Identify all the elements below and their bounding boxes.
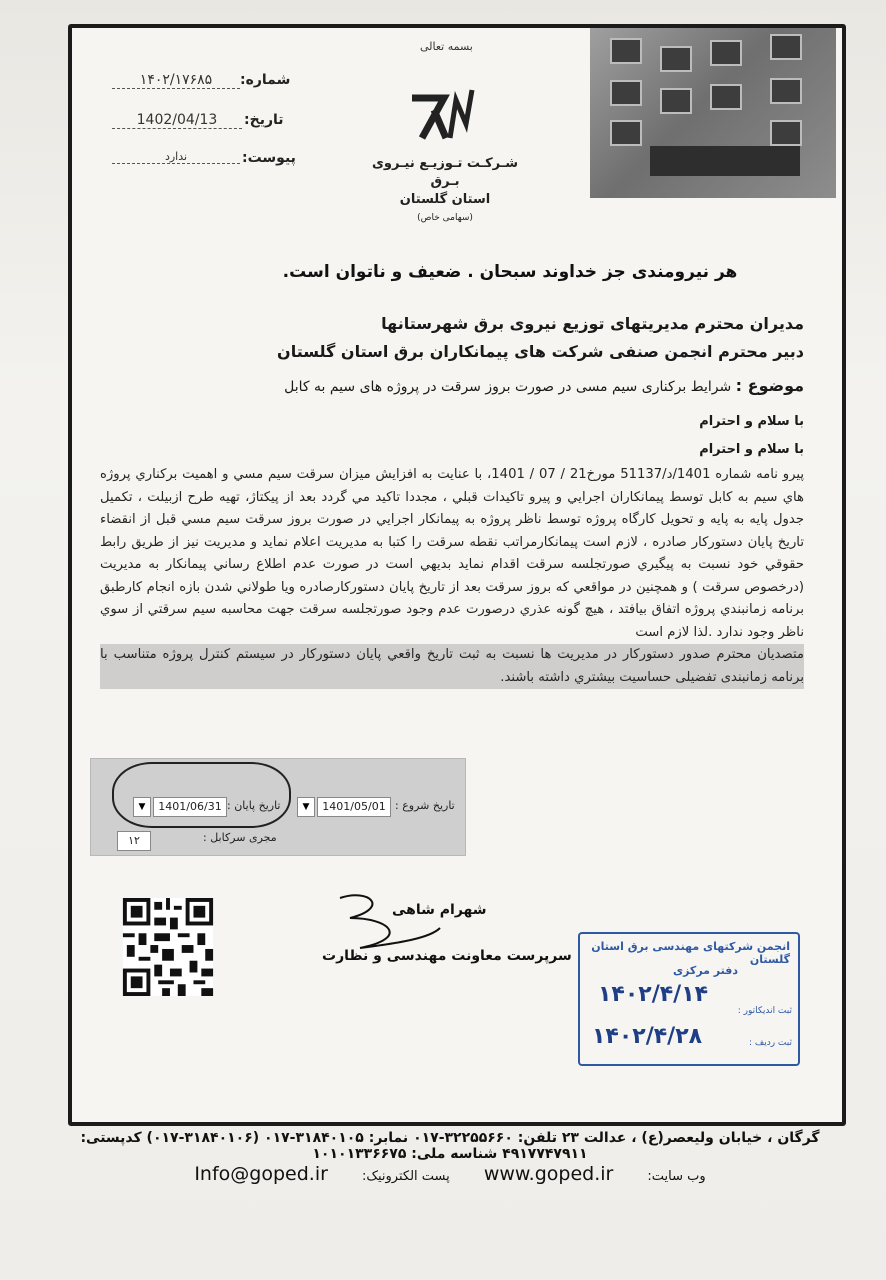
stamp-row-value: ۱۴۰۲/۴/۲۸ (592, 1024, 703, 1049)
email-label: پست الکترونیک: (361, 1169, 450, 1184)
signer-title: سرپرست معاونت مهندسی و نظارت (322, 948, 572, 964)
stamp-row-label: ثبت ردیف : (749, 1038, 792, 1048)
footer-web (60, 1163, 840, 1185)
attachment-value: ندارد (112, 150, 240, 164)
qr-code-icon (122, 898, 214, 996)
start-date-field: 1401/05/01 (317, 797, 391, 817)
subject-line (284, 376, 804, 395)
building-photo (590, 28, 836, 198)
number-value: ۱۴۰۲/۱۷۶۸۵ (112, 72, 240, 89)
subject-text: شرایط برکناری سیم مسی در صورت بروز سرقت در پروژه های سیم به کابل (284, 379, 732, 395)
stamp-line2: دفتر مرکزی (673, 964, 738, 977)
handdrawn-circle (112, 762, 291, 828)
website-link[interactable]: www.goped.ir (483, 1163, 614, 1185)
web-label: وب سایت: (647, 1169, 706, 1184)
recipient-line2: دبیر محترم انجمن صنفی شرکت های پیمانکاران برق استان گلستان (277, 342, 804, 361)
subject-label: موضوع : (735, 376, 804, 395)
recipient-line1: مدیران محترم مدیریتهای توزیع نیروی برق شهرستانها (381, 314, 804, 333)
company-line2: استان گلستان (399, 192, 491, 207)
greeting-2: با سلام و احترام (699, 442, 804, 457)
stamp-line1: انجمن شرکتهای مهندسی برق استان گلستان (591, 940, 790, 966)
cable-label: مجری سرکابل : (203, 831, 277, 844)
date-label: تاریخ: (244, 112, 284, 128)
company-name (360, 155, 530, 227)
start-date-dropdown-icon: ▼ (297, 797, 315, 817)
footer-address: گرگان ، خیابان ولیعصر(ع) ، عدالت ۲۳ تلفن: ۳۲۲۵۵۶۶۰-۰۱۷ نمابر: ۳۱۸۴۰۱۰۵-۰۱۷ (۳۱۸۴۰۱۰۶-۰۱۷) کدپستی: ۴۹۱۷۷۴۷۹۱۱ شناسه ملی: ۱۰۱۰۱۳۳۶۶۷۵ (80, 1130, 820, 1162)
building-sign (650, 146, 800, 176)
besmeh: بسمه تعالی (420, 40, 473, 53)
stamp-reg-label: ثبت اندیکاتور : (737, 1006, 792, 1016)
attachment-label: پیوست: (242, 150, 296, 166)
number-label: شماره: (240, 72, 291, 88)
date-value: 1402/04/13 (112, 112, 242, 129)
end-date-dropdown-icon: ▼ (133, 797, 151, 817)
greeting-1: با سلام و احترام (699, 414, 804, 429)
company-line3: (سهامی خاص) (417, 213, 473, 223)
body-paragraph-2: متصديان محترم صدور دستوركار در مديريت ها نسبت به ثبت تاريخ واقعي پايان دستوركار در سيستم كنترل پروژه متناسب با برنامه زمانبندی تفضیلی حساسيت بيشتري داشته باشند. (100, 644, 804, 689)
letter-body (100, 464, 804, 689)
end-date-field: 1401/06/31 (153, 797, 227, 817)
motto: هر نیرومندی جز خداوند سبحان . ضعیف و ناتوان است. (282, 262, 738, 282)
cable-value: ۱۲ (117, 831, 151, 851)
signer-name: شهرام شاهی (392, 902, 487, 918)
email-link[interactable]: Info@goped.ir (194, 1163, 328, 1185)
body-paragraph-1: پیرو نامه شماره 1401/د/51137 مورخ21 / 07 / 1401، با عنایت به افزایش میزان سرقت سیم مسي و اهميت بركناري پروژه هاي سيم به كابل توسط پيمانكاران اجرايي و پيرو تاكيدات قبلي ، مجددا تاكيد مي گردد بعد از پيكتاژ، تهيه طرح ازبيلت ، تكميل جدول پايه به پايه و تحويل كارگاه پروژه توسط ناظر پروژه به پيمانكار اجرايي در صورت بروز سرقت سيم مسي قبل از انقضاء تاريخ پايان دستوركار صادره ، لازم است پيمانكارمراتب نقطه سرقت را كتبا به مديريت اعلام نمايد و مديريت نيز از طريق رابط حقوقي خود نسبت به پيگيري صورتجلسه سرقت اقدام نمايد بديهي است در صورت عدم اطلاع رساني پيمانكار به مديريت (درخصوص سرقت ) و همچنين در مواقعي كه بروز سرقت بعد از تاريخ پايان دستوركارصادره ويا طولاني شدن بازه انجام كارطبق برنامه زمانبندي پروژه اتفاق بيافتد ، هيچ گونه عذري درصورت عدم وجود صورتجلسه سرقت جهت محاسبه سيم سرقتي از سوي ناظر وجود ندارد .لذا لازم است (100, 467, 805, 640)
stamp-reg-value: ۱۴۰۲/۴/۱۴ (598, 982, 709, 1007)
company-logo-icon (404, 80, 484, 150)
company-line1: شـرکـت تـوزیـع نیـروی بـرق (371, 156, 518, 189)
end-date-label: تاریخ پایان : (227, 799, 281, 812)
start-date-label: تاریخ شروع : (395, 799, 455, 812)
registration-stamp (578, 932, 800, 1066)
